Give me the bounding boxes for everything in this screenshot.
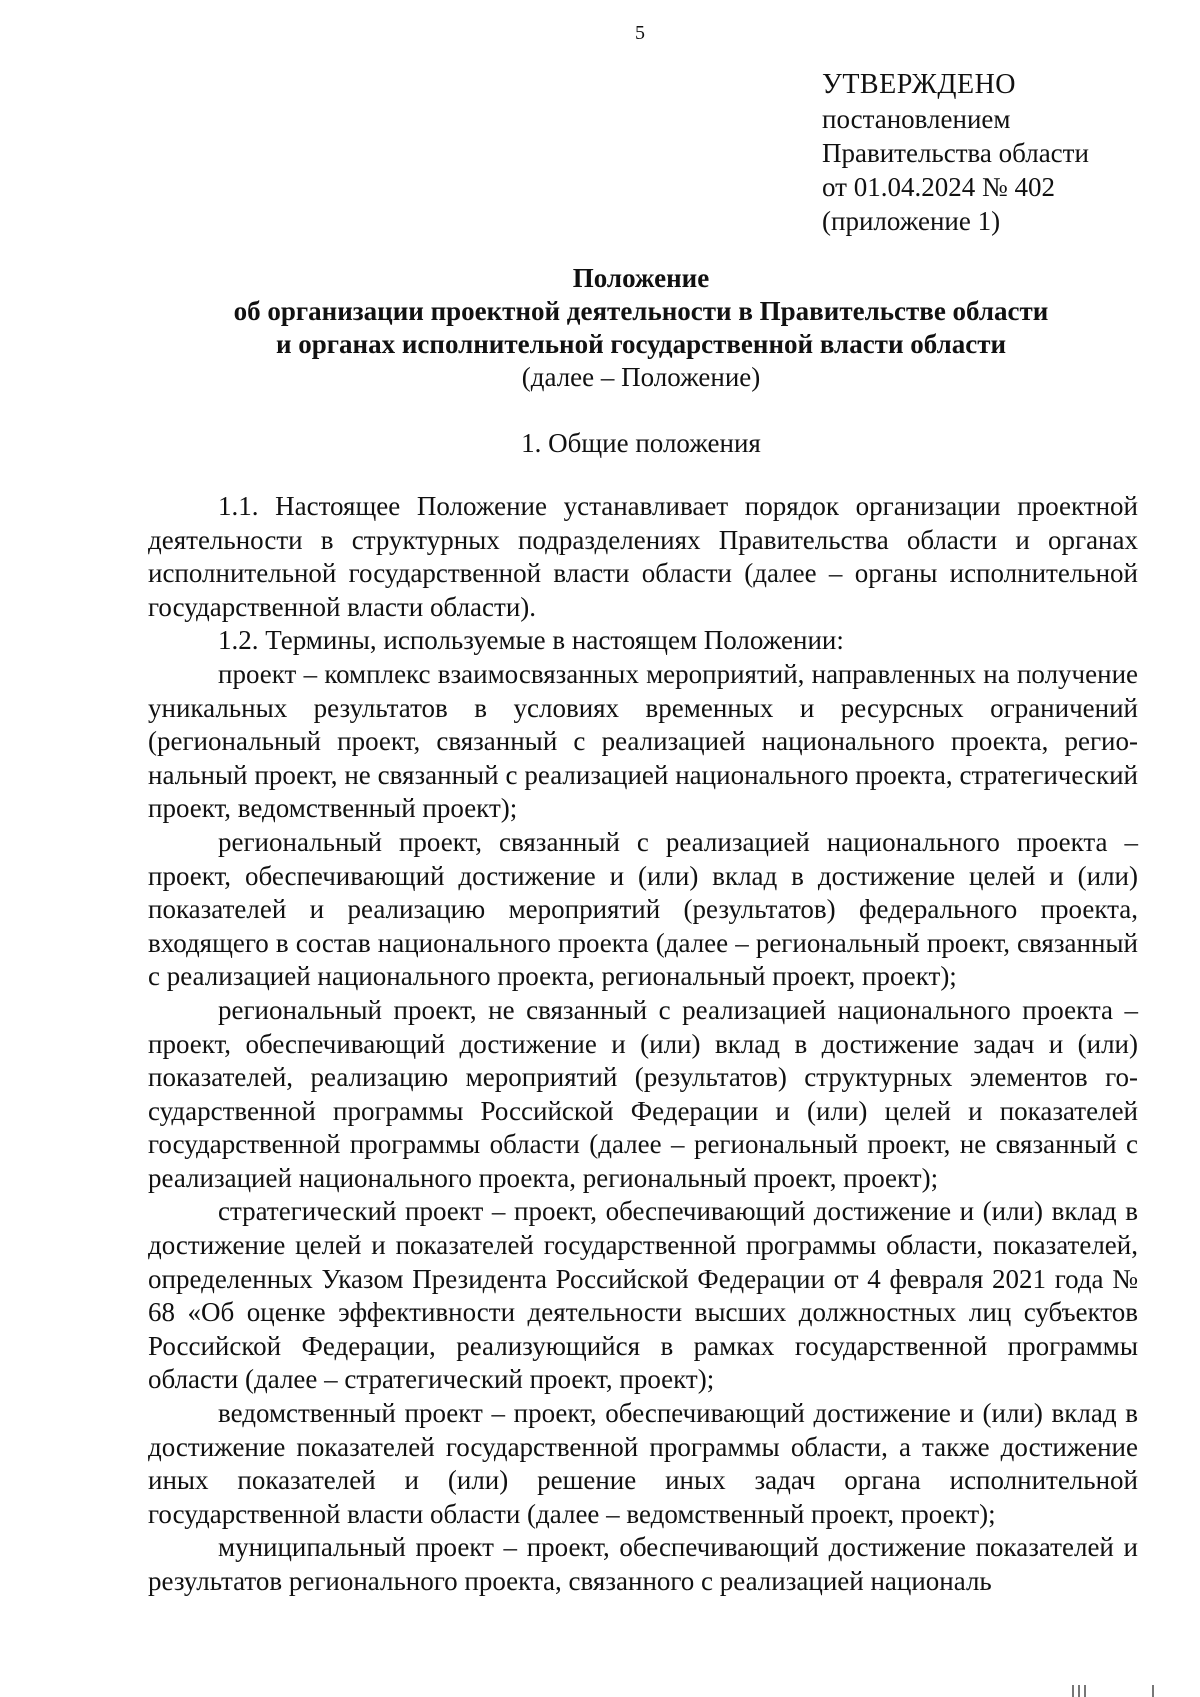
paragraph: стратегический проект – проект, обеспечивающий достижение и (или) вклад в достижение целей и показателей государственной программы области, показателей, определенных Указом Президента Российской Федерации от 4 февраля 2021 года № 68 «Об оценке эффективности деятельности высших должностных лиц субъектов Российской Федерации, реализующийся в рамках государственной программы области (далее – стратегический проект, проект);	[148, 1196, 1138, 1395]
paragraph: 1.2. Термины, используемые в настоящем Положении:	[218, 625, 844, 656]
approval-date-number: от 01.04.2024 № 402	[822, 172, 1055, 202]
document-subtitle: об организации проектной деятельности в Правительстве области	[233, 296, 1049, 326]
paragraph: региональный проект, не связанный с реализацией национального проекта – проект, обеспечивающий достижение и (или) вклад в достижение задач и (или) показателей, реализацию мероприятий (результатов) структурных элементов государственной программы Российской Федерации и (или) целей и показателей государственной программы области (далее – региональный проект, не связанный с реализацией национального проекта, региональный проект, проект);	[148, 994, 1138, 1193]
document-title: Положение	[572, 263, 710, 293]
scan-marks	[1062, 1681, 1182, 1697]
paragraph: ведомственный проект – проект, обеспечивающий достижение и (или) вклад в достижение показателей государственной программы области, а также достижение иных показателей и (или) решение иных задач органа исполнительной государственной власти области (далее – ведомственный проект, проект);	[148, 1398, 1138, 1529]
page-number: 5	[635, 22, 645, 44]
document-note: (далее – Положение)	[521, 362, 761, 392]
paragraph: проект – комплекс взаимосвязанных мероприятий, направленных на получение уникальных результатов в условиях временных и ресурсных ограничений (региональный проект, связанный с реализацией национального проекта, региональный проект, не связанный с реализацией национального проекта, стратегический проект, ведомственный проект);	[148, 658, 1138, 824]
document-heading	[0, 262, 1200, 394]
paragraph: муниципальный проект – проект, обеспечивающий достижение показателей и результатов регионального проекта, связанного с реализацией националь	[148, 1532, 1138, 1596]
document-subtitle: и органах исполнительной государственной власти области	[275, 329, 1007, 359]
approval-title: УТВЕРЖДЕНО	[822, 69, 1017, 100]
approval-line: постановлением	[822, 104, 1011, 134]
approval-line: Правительства области	[822, 138, 1089, 168]
section-title: 1. Общие положения	[521, 428, 761, 458]
paragraph: 1.1. Настоящее Положение устанавливает порядок организации проектной деятельности в структурных подразделениях Правительства области и органах исполнительной государственной власти области (далее – органы исполнительной государственной власти области).	[148, 491, 1138, 622]
approval-stamp	[822, 68, 1089, 238]
paragraph: региональный проект, связанный с реализацией национального проекта – проект, обеспечивающий достижение и (или) вклад в достижение целей и (или) показателей и реализацию мероприятий (результатов) федерального проекта, входящего в состав национального проекта (далее – региональный проект, связанный с реализацией национального проекта, региональный проект, проект);	[148, 826, 1138, 992]
document-body	[148, 490, 1138, 1599]
approval-appendix: (приложение 1)	[822, 206, 1001, 236]
